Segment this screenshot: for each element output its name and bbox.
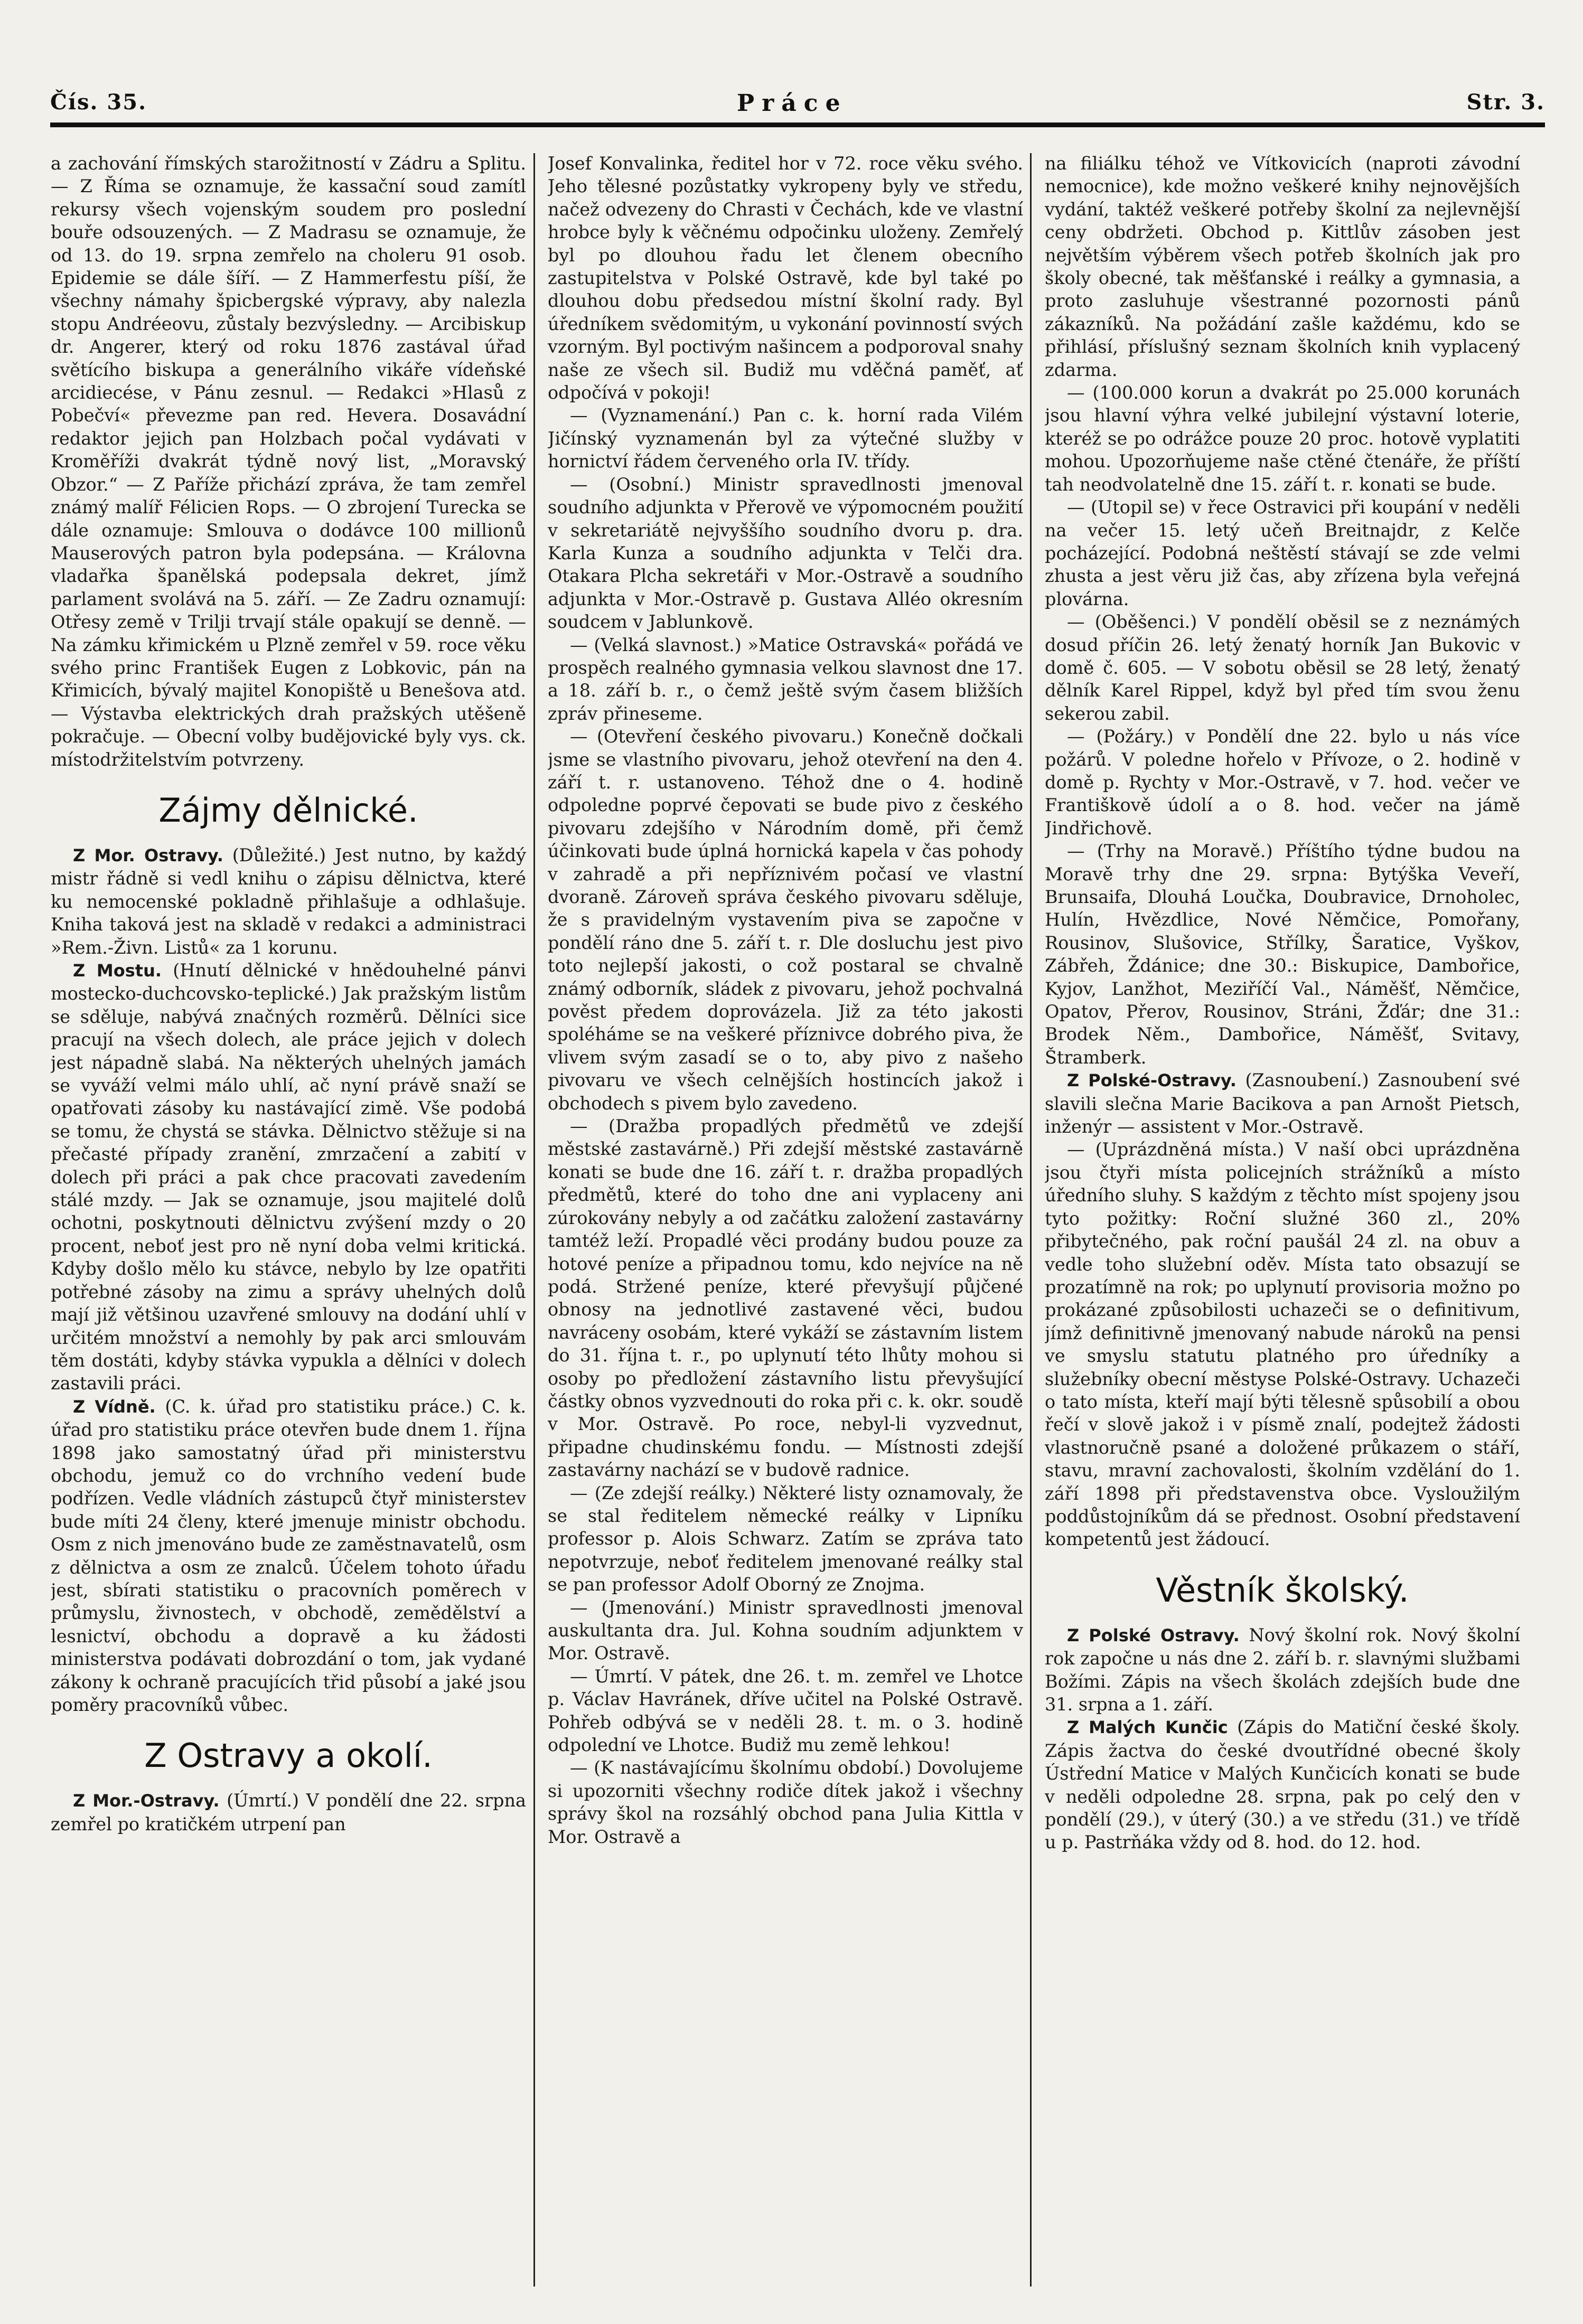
article-drowning: — (Utopil se) v řece Ostravici při koupání v neděli na večer 15. letý učeň Breitnajdr, z Kelče pocházející. Podobná neštěstí stávají se zde velmi zhusta a jest věru již čas, aby zřízena byla veřejná plovárna. xyxy=(1045,497,1520,609)
article-body: Nový školní rok. Nový školní rok započne u nás dne 2. září b. r. slavnými službami Božími. Zápis na všech školách zdejších bude dne 31. srpna a 1. září. xyxy=(1045,1624,1520,1715)
article-body: (Důležité.) Jest nutno, by každý mistr řádně si vedl knihu o zápisu dělnictva, které ku nemocenské pokladně přihlašuje a odhlašuje. Kniha taková jest na skladě v redakci a administraci »Rem.-Živn. Listů« za 1 korunu. xyxy=(51,844,526,958)
article-celebration: — (Velká slavnost.) »Matice Ostravská« pořádá ve prospěch realného gymnasia velkou slavnost dne 17. a 18. září b. r., o čemž ještě svým časem bližších zpráv přineseme. xyxy=(548,634,1023,724)
article-death: — Úmrtí. V pátek, dne 26. t. m. zemřel ve Lhotce p. Václav Havránek, dříve učitel na Polské Ostravě. Pohřeb odbývá se v neděli 28. t. m. o 3. hodině odpolední ve Lhotce. Budiž mu země lehkou! xyxy=(548,1666,1023,1756)
page-number: Str. 3. xyxy=(1466,90,1545,115)
article-new-school-year xyxy=(1045,1624,1520,1716)
section-heading-school: Věstník školský. xyxy=(1156,1570,1409,1610)
article-body: (Zasnoubení.) Zasnoubení své slavili slečna Marie Bacikova a pan Arnošt Pietsch, inženýr — assistent v Mor.-Ostravě. xyxy=(1045,1070,1520,1137)
section-heading-ostrava: Z Ostravy a okolí. xyxy=(144,1736,433,1775)
article-matice-school xyxy=(1045,1716,1520,1853)
article-hanged: — (Oběšenci.) V pondělí oběsil se z neznámých dosud příčin 26. letý ženatý horník Jan Bukovic v domě č. 605. — V sobotu oběsil se 28 letý, ženatý dělník Karel Rippel, když byl před tím svou ženu sekerou zabil. xyxy=(1045,611,1520,724)
article-lottery: — (100.000 korun a dvakrát po 25.000 korunách jsou hlavní výhra velké jubilejní výstavní loterie, kteréž se po odrážce pouze 20 proc. hotově vyplatiti mohou. Upozorňujeme naše ctěné čtenáře, že příští tah neodvolatelně dne 15. září t. r. konati se bude. xyxy=(1045,382,1520,495)
article-kittl-shop: na filiálku téhož ve Vítkovicích (naproti závodní nemocnice), kde možno veškeré knihy nejnovějších vydání, taktéž veškeré potřeby školní za nejlevnější ceny obdržeti. Obchod p. Kittlův zásoben jest největším výběrem všech potřeb školních jak pro školy obecné, tak měšťanské i reálky a gymnasia, a proto zasluhuje všestranné pozornosti pánů zákazníků. Na požádání zašle každému, kdo se přihlásí, příslušný seznam školních knih vyplacený zdarma. xyxy=(1045,153,1520,380)
article-dateline: Z Mor. Ostravy. xyxy=(73,845,223,865)
article-personal: — (Osobní.) Ministr spravedlnosti jmenoval soudního adjunkta v Přerově ve výpomocném použití v sekretariátě nejvyššího soudního dvoru p. dra. Karla Kunza a soudního adjunkta v Telči dra. Otakara Plcha sekretáři v Mor.-Ostravě a soudního adjunkta v Mor.-Ostravě p. Gustava Alléo okresním soudcem v Jablunkově. xyxy=(548,474,1023,633)
article-auction: — (Dražba propadlých předmětů ve zdejší městské zastavárně.) Při zdejší městské zastavárně konati se bude dne 16. září t. r. dražba propadlých předmětů, které do toho dne ani vyplaceny ani zúrokovány nebyly a od začátku založení zastavárny tamtéž leží. Propadlé věci prodány budou pouze za hotové peníze a připadnou tomu, kdo nejvíce na ně podá. Stržené peníze, které převyšují půjčené obnosy na jednotlivé zastavené věci, budou navráceny osobám, které vykáží se zástavním listem do 31. října t. r., po uplynutí této lhůty mohou si osoby po předložení zástavního listu převyšující částky obnos vyzvednouti do roka při c. k. okr. soudě v Mor. Ostravě. Po roce, nebyl-li vyzvednut, připadne chudinskému fondu. — Místnosti zdejší zastavárny nachází se v budově radnice. xyxy=(548,1116,1023,1481)
column-2 xyxy=(548,152,1023,2296)
article-ostrava-book xyxy=(51,844,526,959)
page-header xyxy=(50,90,1545,127)
article-dateline: Z Polské-Ostravy. xyxy=(1067,1070,1237,1091)
newspaper-title: Práce xyxy=(737,90,848,117)
header-rule xyxy=(50,123,1545,127)
article-realschool: — (Ze zdejší reálky.) Některé listy oznamovaly, že se stal ředitelem německé reálky v Lipníku professor p. Alois Schwarz. Zatím se zpráva tato nepotvrzuje, neboť ředitelem jmenované reálky stal se pan professor Adolf Oborný ze Znojma. xyxy=(548,1482,1023,1595)
article-engagement xyxy=(1045,1069,1520,1138)
article-dateline: Z Malých Kunčic xyxy=(1067,1717,1228,1738)
news-digest: a zachování římských starožitností v Zádru a Splitu. — Z Říma se oznamuje, že kassační soud zamítl rekursy všech vojenským soudem pro poslední bouře odsouzených. — Z Madrasu se oznamuje, že od 13. do 19. srpna zemřelo na choleru 91 osob. Epidemie se dále šíří. — Z Hammerfestu píší, že všechny námahy špicbergské výpravy, aby nalezla stopu Andréeovu, zůstaly bezvýsledny. — Arcibiskup dr. Angerer, který od roku 1876 zastával úřad světícího biskupa a generálního vikáře vídeňské arcidiecése, v Pánu zesnul. — Redakci »Hlasů z Pobečví« převezme pan red. Hevera. Dosavádní redaktor jejich pan Holzbach počal vydávati v Kroměříži dvakrát týdně nový list, „Moravský Obzor.“ — Z Paříže přichází zpráva, že tam zemřel známý malíř Félicien Rops. — O zbrojení Turecka se dále oznamuje: Smlouva o dodávce 100 millionů Mauserových patron byla podepsána. — Královna vladařka španělská podepsala dekret, jímž parlament svolává na 5. září. — Ze Zadru oznamují: Otřesy země v Trilji trvají stále opakují se denně. — Na zámku křimickém u Plzně zemřel v 59. roce věku svého princ František Eugen z Lobkovic, pán na Křimicích, bývalý majitel Konopiště u Benešova atd. — Výstavba elektrických drah pražských utěšeně pokračuje. — Obecní volby budějovické byly vys. ck. místodržitelstvím potvrzeny. xyxy=(51,153,526,770)
article-body: (Hnutí dělnické v hnědouhelné pánvi mostecko-duchcovsko-teplické.) Jak pražským listům se sděluje, nabývá značných rozměrů. Dělníci sice pracují na všech dolech, ale práce jejich v dolech jest nápadně slabá. Na některých uhelných jamách se vyváží velmi málo uhlí, ač nyní právě snaží se opatřovati zásoby ku nastávající zimě. Vše podobá se tomu, že chystá se stávka. Dělnictvo stěžuje si na přečasté případy zranění, zmrzačení a zabití v dolech při práci a pak chce pracovati zavedením stálé mzdy. — Jak se oznamuje, jsou majitelé dolů ochotni, poskytnouti dělnictvu zvýšení mzdy o 20 procent, neboť jest pro ně nyní doba velmi kritická. Kdyby došlo mělo ku stávce, nebylo by lze opatřiti potřebné zásoby na zimu a správy uhelných dolů mají již většinou uzavřené smlouvy na dodání uhlí v určitém množství a nemohly by pak arci smlouvám těm dostáti, kdyby stávka vypukla a dělníci v dolech zastavili práci. xyxy=(51,960,526,1394)
column-1 xyxy=(51,152,526,2296)
article-fires: — (Požáry.) v Pondělí dne 22. bylo u nás více požárů. V poledne hořelo v Přívoze, o 2. hodině v domě p. Rychty v Mor.-Ostravě, v 7. hod. večer ve Františkově údolí a o 8. hod. večer na jámě Jindřichově. xyxy=(1045,726,1520,839)
article-appointment: — (Jmenování.) Ministr spravedlnosti jmenoval auskultanta dra. Jul. Kohna soudním adjunktem v Mor. Ostravě. xyxy=(548,1597,1023,1664)
article-obituary xyxy=(51,1789,526,1836)
article-honour: — (Vyznamenání.) Pan c. k. horní rada Vilém Jičínský vyznamenán byl za výtečné služby v hornictví řádem červeného orla IV. třídy. xyxy=(548,405,1023,472)
article-dateline: Z Mostu. xyxy=(73,961,162,981)
section-heading-workers: Zájmy dělnické. xyxy=(158,791,418,830)
column-3 xyxy=(1045,152,1520,2296)
article-body: (C. k. úřad pro statistiku práce.) C. k. úřad pro statistiku práce otevřen bude dnem 1. října 1898 jako samostatný úřad při ministerstvu obchodu, jemuž co do vrchního vedení bude podřízen. Vedle vládních zástupců čtyř ministerstev bude míti 24 členy, které jmenuje ministr obchodu. Osm z nich jmenováno bude ze zaměstnavatelů, osm z dělnictva a osm ze znalců. Účelem tohoto úřadu jest, sbírati statistiku o pracovních poměrech v průmyslu, živnostech, v obchodě, zemědělství a lesnictví, obchodu a dopravě a ku žádosti ministerstva podávati dobrozdání o tom, jak vydané zákony k ochraně pracujících třid působí a jaké jsou poměry pracovníků vůbec. xyxy=(51,1396,526,1715)
article-konvalinka: Josef Konvalinka, ředitel hor v 72. roce věku svého. Jeho tělesné pozůstatky vykropeny byly ve středu, načež odvezeny do Chrasti v Čechách, kde ve vlastní hrobce byly k věčnému odpočinku uloženy. Zemřelý byl po dlouhou řadu let členem obecního zastupitelstva v Polské Ostravě, kde byl také po dlouhou dobu předsedou místní školní rady. Byl úředníkem svědomitým, u vykonání povinností svých vzorným. Byl poctivým našincem a podporoval snahy naše ze všech sil. Budiž mu vděčná paměť, ať odpočívá v pokoji! xyxy=(548,153,1023,403)
column-rule-1 xyxy=(533,153,535,2287)
article-dateline: Z Vídně. xyxy=(73,1396,156,1417)
article-body: (Zápis do Matiční české školy. Zápis žactva do české dvoutřídné obecné školy Ústřední Matice v Malých Kunčicích konati se bude v neděli odpoledne 28. srpna, pak po celý den v pondělí (29.), v úterý (30.) a ve středu (31.) ve třídě u p. Pastrňáka vždy od 8. hod. do 12. hod. xyxy=(1045,1717,1520,1853)
article-brewery: — (Otevření českého pivovaru.) Konečně dočkali jsme se vlastního pivovaru, jehož otevření na den 4. září t. r. ustanoveno. Téhož dne o 4. hodině odpoledne poprvé čepovati se bude pivo z českého pivovaru zdejšího v Národním domě, při čemž účinkovati bude úplná hornická kapela v čas pohody v zahradě a při nepříznivém počasí ve vlastní dvoraně. Zároveň správa českého pivovaru sděluje, že s pravidelným vystavením piva se započne v pondělí ráno dne 5. září t. r. Dle dosluchu jest pivo toto nejlepší jakosti, o což postaral se chvalně známý odborník, sládek z pivovaru, jehož pochvalná pověst předem doprovázela. Již za této jakosti spoléháme se na veškeré příznivce dobrého piva, že vlivem svým zasadí se o to, aby pivo z našeho pivovaru ve všech celnějších hostincích jakož i obchodech s pivem bylo zavedeno. xyxy=(548,726,1023,1114)
article-markets: — (Trhy na Moravě.) Příštího týdne budou na Moravě trhy dne 29. srpna: Bytýška Veveří, Brunsaifa, Dlouhá Loučka, Doubravice, Drnoholec, Hulín, Hvězdlice, Nové Němčice, Pomořany, Rousinov, Slušovice, Střílky, Šaratice, Vyškov, Zábřeh, Ždánice; dne 30.: Biskupice, Dambořice, Kyjov, Lanžhot, Meziříčí Val., Náměšť, Němčice, Opatov, Přerov, Rousinov, Stráni, Žďár; dne 31.: Brodek Něm., Dambořice, Náměšť, Svitavy, Štramberk. xyxy=(1045,841,1520,1068)
article-body: (Úmrtí.) V pondělí dne 22. srpna zemřel po kratičkém utrpení pan xyxy=(51,1790,526,1834)
article-dateline: Z Polské Ostravy. xyxy=(1067,1625,1240,1645)
article-vacancies: — (Uprázdněná místa.) V naší obci uprázdněna jsou čtyři místa policejních strážníků a místo úředního sluhy. S každým z těchto míst spojeny jsou tyto požitky: Roční služné 360 zl., 20% přibytečného, pak roční paušál 24 zl. na obuv a vedle toho služební oděv. Místa tato obsazují se prozatímně na rok; po uplynutí provisoria možno po prokázané způsobilosti uchazeči se o definitivum, jímž definitivně jmenovaný nabude nároků na pensi ve smyslu statutu platného pro úředníky a služebníky obecní městyse Polské-Ostravy. Uchazeči o tato místa, kteří mají býti tělesně spůsobilí a obou řečí v slově jakož i v písmě znalí, podejtež žádosti vlastnoručně psané a doložené průkazem o stáří, stavu, mravní zachovalosti, školním vzdělání do 1. září 1898 při představenstva obce. Vysloužilým poddůstojníkům dá se přednost. Osobní představení kompetentů jest žádoucí. xyxy=(1045,1139,1520,1550)
column-rule-2 xyxy=(1030,153,1032,2287)
issue-number: Čís. 35. xyxy=(50,90,147,115)
article-vienna-statistics xyxy=(51,1395,526,1717)
article-dateline: Z Mor.-Ostravy. xyxy=(73,1791,220,1811)
article-school-term: — (K nastávajícímu školnímu období.) Dovolujeme si upozorniti všechny rodiče dítek jakož i všechny správy škol na rozsáhlý obchod pana Julia Kittla v Mor. Ostravě a xyxy=(548,1757,1023,1847)
article-most-miners xyxy=(51,959,526,1395)
